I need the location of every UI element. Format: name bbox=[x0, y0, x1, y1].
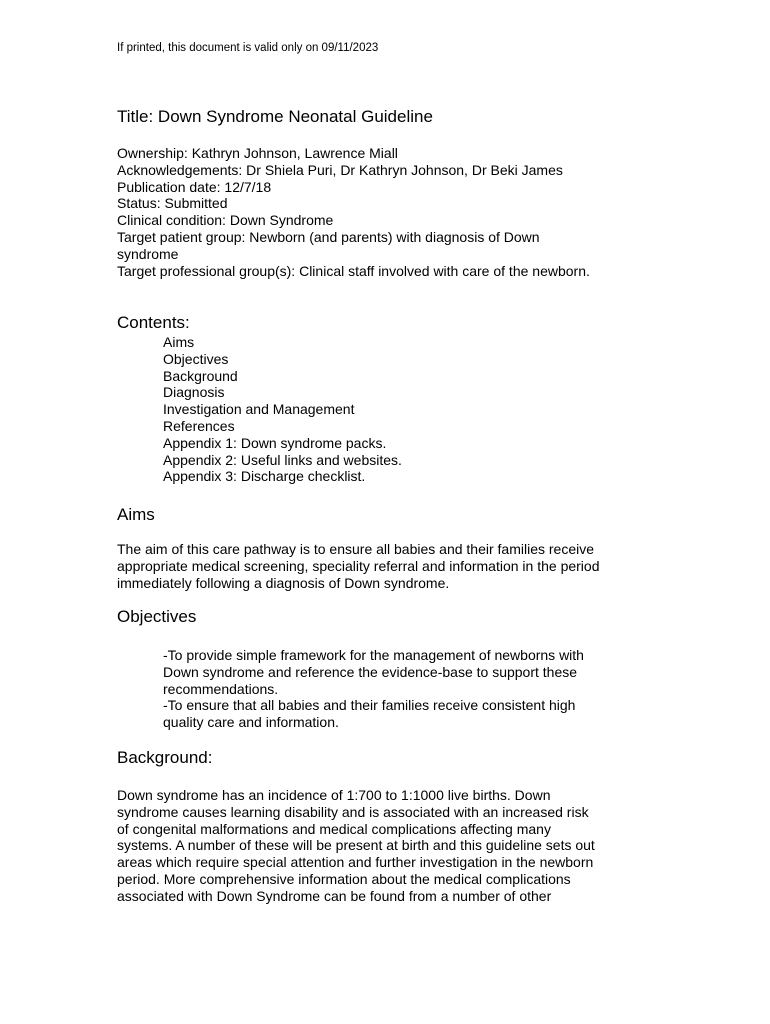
meta-clinical-condition: Clinical condition: Down Syndrome bbox=[117, 212, 334, 229]
toc-item-aims: Aims bbox=[163, 334, 195, 350]
background-line: associated with Down Syndrome can be found from a number of other bbox=[117, 887, 552, 904]
toc-item-diagnosis: Diagnosis bbox=[163, 384, 225, 401]
background-line: syndrome causes learning disability and is associated with an increased risk bbox=[117, 803, 589, 820]
toc-item-appendix-3: Appendix 3: Discharge checklist. bbox=[163, 468, 366, 485]
background-line: areas which require special attention and further investigation in the newborn bbox=[117, 854, 594, 871]
aims-heading: Aims bbox=[117, 505, 155, 524]
background-heading: Background: bbox=[117, 748, 213, 767]
objectives-line: Down syndrome and reference the evidence-base to support these bbox=[163, 663, 578, 680]
objectives-line: quality care and information. bbox=[163, 714, 339, 731]
document-title: Title: Down Syndrome Neonatal Guideline bbox=[117, 107, 433, 126]
contents-list bbox=[163, 334, 402, 485]
background-line: period. More comprehensive information about the medical complications bbox=[117, 870, 571, 887]
document-metadata bbox=[117, 145, 590, 279]
meta-target-patient-group: Target patient group: Newborn (and parents) with diagnosis of Down bbox=[117, 228, 540, 245]
toc-item-references: References bbox=[163, 417, 235, 434]
contents-heading: Contents: bbox=[117, 313, 190, 332]
objectives-line: -To ensure that all babies and their families receive consistent high bbox=[163, 697, 576, 714]
aims-paragraph bbox=[117, 541, 599, 591]
toc-item-background: Background bbox=[163, 367, 238, 384]
toc-item-objectives: Objectives bbox=[163, 350, 229, 367]
meta-acknowledgements: Acknowledgements: Dr Shiela Puri, Dr Kathryn Johnson, Dr Beki James bbox=[117, 161, 563, 178]
background-line: Down syndrome has an incidence of 1:700 to 1:1000 live births. Down bbox=[117, 787, 551, 803]
objectives-heading: Objectives bbox=[117, 607, 197, 626]
objectives-paragraph bbox=[163, 647, 584, 731]
toc-item-investigation: Investigation and Management bbox=[163, 401, 355, 418]
meta-target-patient-group-cont: syndrome bbox=[117, 245, 179, 262]
toc-item-appendix-1: Appendix 1: Down syndrome packs. bbox=[163, 434, 387, 451]
objectives-line: -To provide simple framework for the management of newborns with bbox=[163, 647, 584, 663]
background-line: of congenital malformations and medical complications affecting many bbox=[117, 820, 551, 837]
meta-status: Status: Submitted bbox=[117, 195, 228, 212]
aims-line: The aim of this care pathway is to ensure all babies and their families receive bbox=[117, 541, 595, 557]
objectives-line: recommendations. bbox=[163, 680, 279, 697]
meta-publication-date: Publication date: 12/7/18 bbox=[117, 178, 272, 195]
background-paragraph bbox=[117, 787, 595, 905]
toc-item-appendix-2: Appendix 2: Useful links and websites. bbox=[163, 451, 402, 468]
meta-target-professional-group: Target professional group(s): Clinical staff involved with care of the newborn. bbox=[117, 262, 590, 279]
print-validity-notice: If printed, this document is valid only on 09/11/2023 bbox=[117, 42, 379, 54]
aims-line: appropriate medical screening, speciality referral and information in the period bbox=[117, 557, 600, 574]
aims-line: immediately following a diagnosis of Down syndrome. bbox=[117, 574, 450, 591]
meta-ownership: Ownership: Kathryn Johnson, Lawrence Miall bbox=[117, 145, 398, 161]
background-line: systems. A number of these will be present at birth and this guideline sets out bbox=[117, 837, 595, 854]
